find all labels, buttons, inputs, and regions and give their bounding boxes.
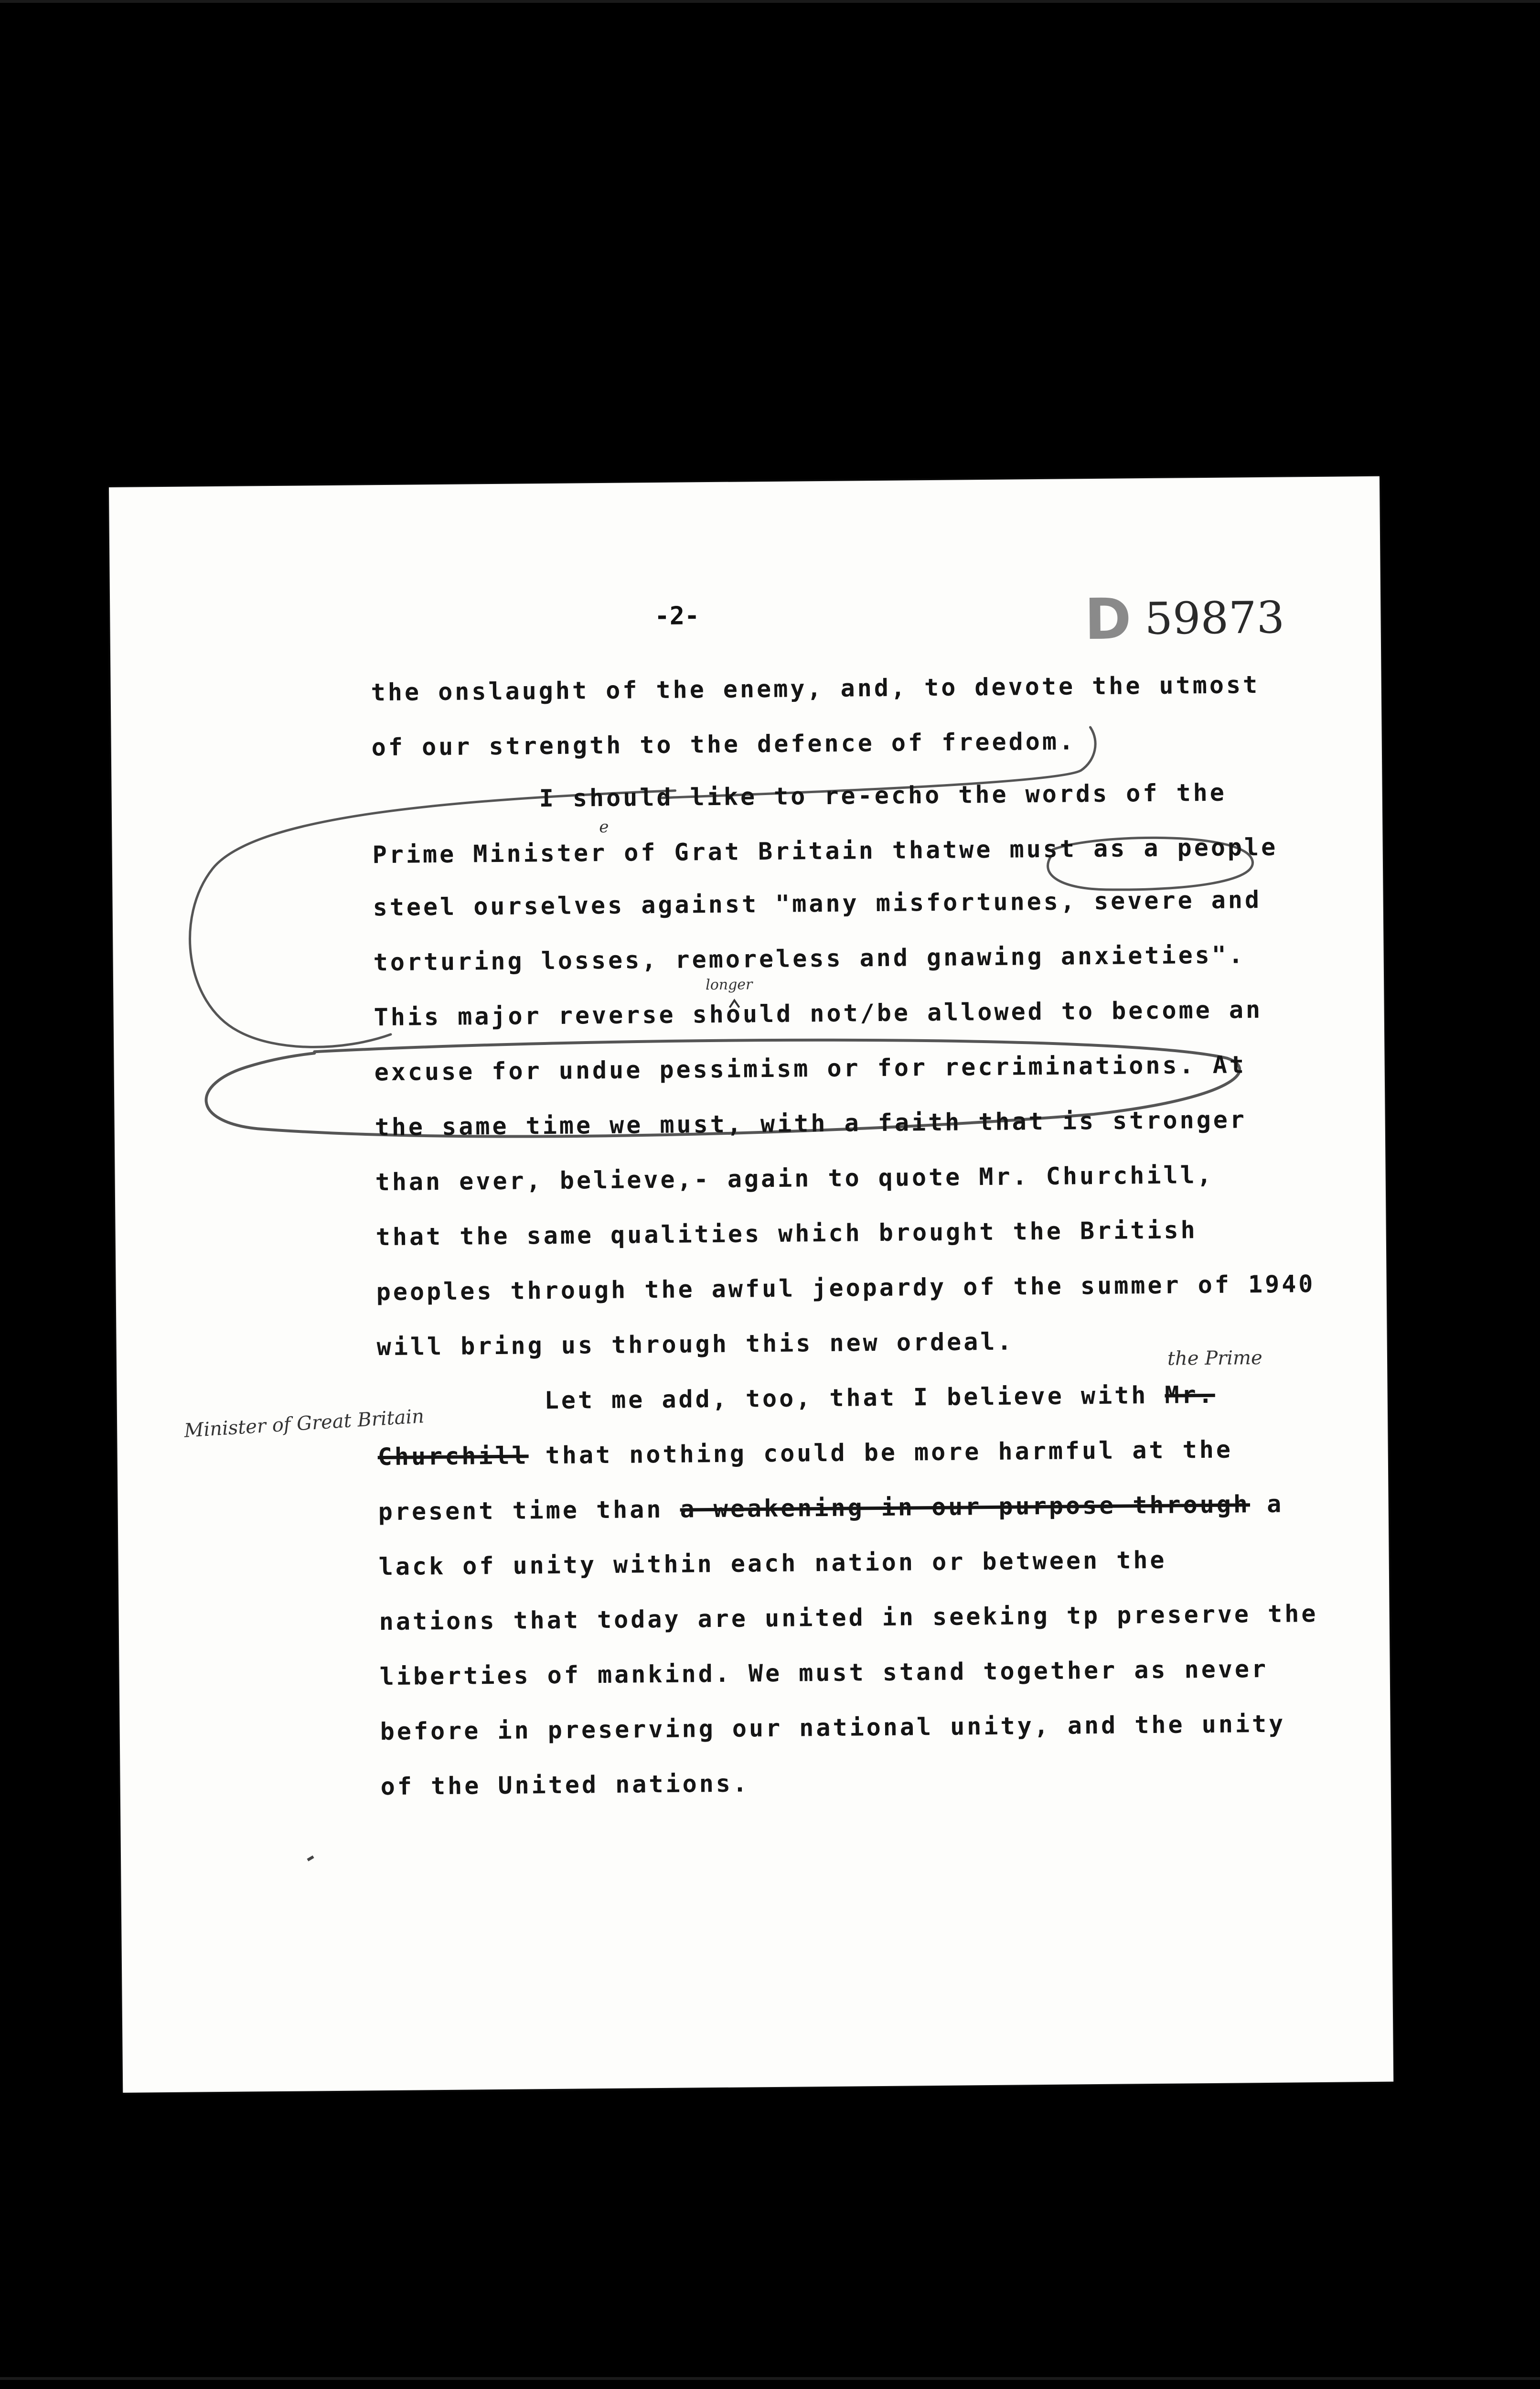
handwritten-insert-prime: the Prime: [1167, 1346, 1262, 1370]
typed-line: Let me add, too, that I believe with Mr.: [544, 1380, 1216, 1415]
typed-line: excuse for undue pessimism or for recriminations. At: [374, 1051, 1247, 1087]
typed-line: that the same qualities which brought the British: [375, 1216, 1198, 1251]
typed-line: present time than a weakening in our purpose through a: [378, 1490, 1284, 1526]
typed-line: liberties of mankind. We must stand together as never: [379, 1655, 1269, 1691]
typed-line: I should like to re-echo the words of the: [539, 778, 1227, 813]
typed-line: This major reverse should not/be allowed to become an: [374, 995, 1263, 1032]
typed-line: nations that today are united in seeking tp preserve the: [379, 1600, 1318, 1636]
typed-line: the onslaught of the enemy, and, to devote the utmost: [371, 670, 1260, 707]
typed-line: than ever, believe,- again to quote Mr. Churchill,: [375, 1161, 1214, 1196]
typed-line: steel ourselves against "many misfortunes, severe and: [373, 885, 1262, 922]
typed-line: of the United nations.: [380, 1769, 750, 1801]
document-id-stamp: [1084, 585, 1285, 653]
typed-line: before in preserving our national unity, and the unity: [380, 1710, 1286, 1746]
document-id-letter: D: [1084, 586, 1132, 653]
typed-line: of our strength to the defence of freedom.: [371, 727, 1076, 762]
typed-line: peoples through the awful jeopardy of the summer of 1940: [376, 1270, 1315, 1306]
film-frame-bottom-edge: [0, 2377, 1540, 2380]
handwritten-insert-e: e: [599, 817, 609, 837]
typed-line: will bring us through this new ordeal.: [376, 1327, 1014, 1361]
page-number: -2-: [654, 602, 700, 631]
handwritten-insert-minister: Minister of Great Britain: [183, 1405, 425, 1442]
handwritten-insert-longer: longer: [705, 976, 753, 994]
typed-line: the same time we must, with a faith that is stronger: [374, 1106, 1247, 1141]
typed-line: Prime Minister of Grat Britain thatwe must as a people: [372, 833, 1278, 869]
typed-line: Churchill that nothing could be more harmful at the: [377, 1435, 1233, 1471]
pencil-speck: [307, 1855, 314, 1861]
film-frame-top-edge: [0, 0, 1540, 3]
typed-line: torturing losses, remoreless and gnawing anxieties".: [373, 941, 1246, 977]
document-id-number: 59873: [1144, 592, 1285, 645]
document-page: [109, 476, 1393, 2093]
typed-line: lack of unity within each nation or between the: [378, 1546, 1167, 1581]
